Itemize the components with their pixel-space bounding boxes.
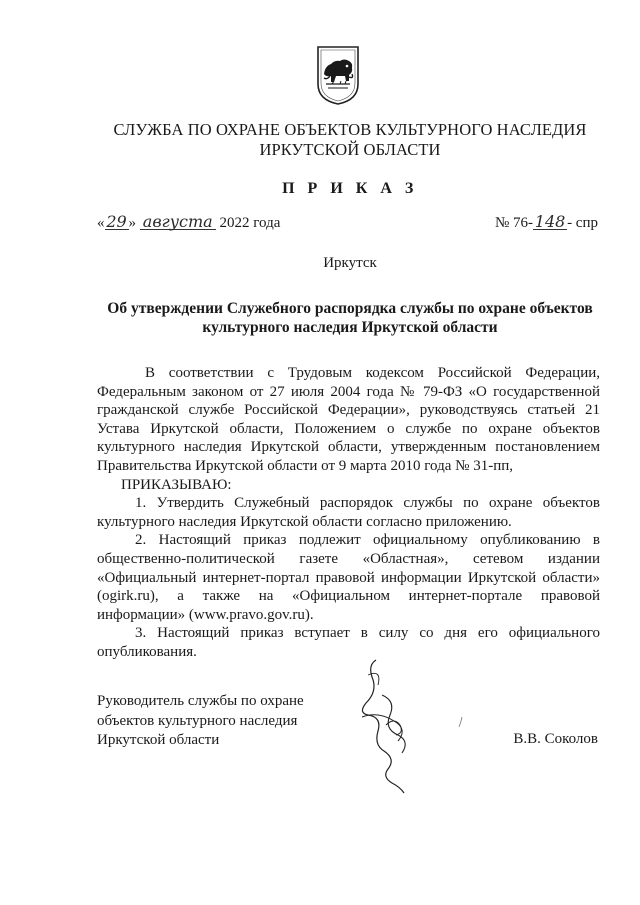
document-title: Об утверждении Служебного распорядка службы по охране объектов культурного наследия Иркутской области: [107, 300, 593, 336]
date-open-quote: «: [97, 215, 105, 231]
number-suffix: - спр: [567, 215, 598, 231]
order-item-1: 1. Утвердить Служебный распорядок службы по охране объектов культурного наследия Иркутской области согласно приложению.: [97, 495, 600, 530]
document-body: [97, 364, 600, 662]
signatory-name: В.В. Соколов: [513, 731, 598, 747]
org-name-line2: ИРКУТСКОЙ ОБЛАСТИ: [259, 140, 441, 159]
scan-mark: [456, 716, 466, 728]
city-name: Иркутск: [323, 255, 377, 271]
handwritten-signature: [338, 655, 448, 795]
coat-of-arms-emblem: [316, 44, 360, 106]
date-month-handwritten: августа: [140, 214, 216, 230]
position-line-3: Иркутской области: [97, 732, 220, 748]
document-number: [495, 214, 598, 232]
number-handwritten: 148: [534, 212, 566, 231]
number-prefix: № 76-: [495, 215, 534, 231]
order-item-3: 3. Настоящий приказ вступает в силу со дня его официального опубликования.: [97, 625, 600, 660]
org-name-line1: СЛУЖБА ПО ОХРАНЕ ОБЪЕКТОВ КУЛЬТУРНОГО НАСЛЕДИЯ: [113, 120, 587, 139]
signatory-position: [97, 692, 304, 751]
order-word: ПРИКАЗЫВАЮ:: [121, 476, 232, 493]
position-line-1: Руководитель службы по охране: [97, 693, 304, 709]
document-date: [97, 214, 280, 232]
date-year: 2022 года: [219, 215, 281, 231]
date-day-handwritten: 29: [106, 212, 127, 231]
position-line-2: объектов культурного наследия: [97, 712, 298, 729]
date-close-quote: »: [128, 215, 136, 231]
document-type-heading: П Р И К А З: [282, 180, 418, 197]
order-item-2: 2. Настоящий приказ подлежит официальному опубликованию в общественно-политической газете «Областная», сетевом издании «Официальный интернет-портал правовой информации Иркутской области» (ogirk.ru), а также на «Официальном интернет-портале правовой информации» (www.pravo.gov.ru).: [97, 532, 600, 623]
preamble-paragraph: В соответствии с Трудовым кодексом Российской Федерации, Федеральным законом от 27 июля 2004 года № 79-ФЗ «О государственной гражданской службе Российской Федерации», руководствуясь статьей 21 Устава Иркутской области, Положением о службе по охране объектов культурного наследия Иркутской области, утвержденным постановлением Правительства Иркутской области от 9 марта 2010 года № 31-пп,: [97, 365, 600, 474]
